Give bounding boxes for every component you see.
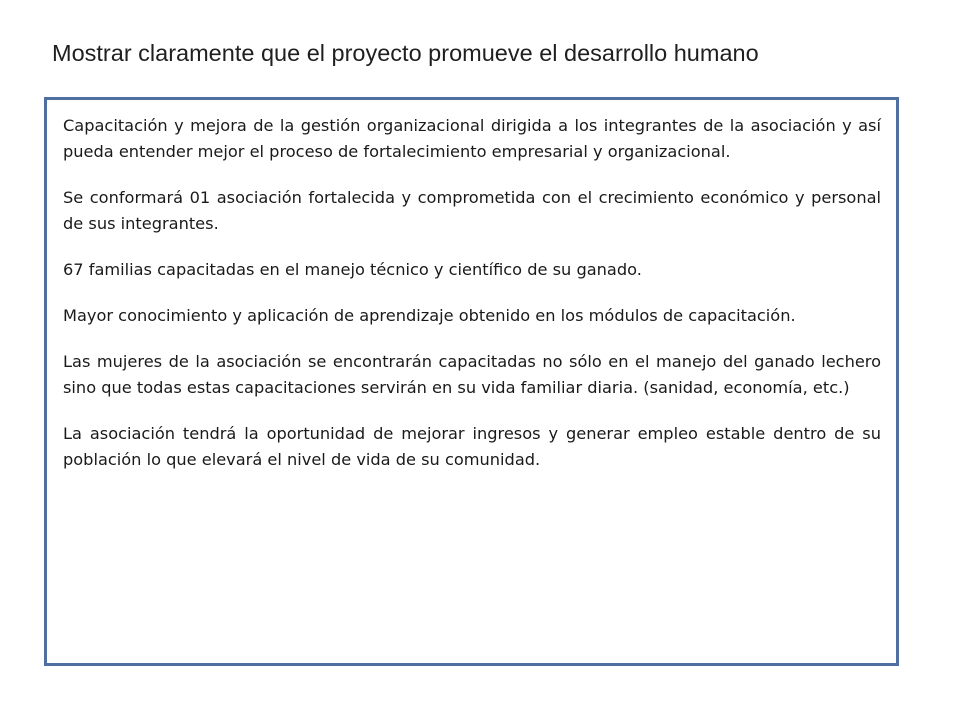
slide-title: Mostrar claramente que el proyecto promueve el desarrollo humano: [52, 40, 759, 66]
paragraph-conocimiento: Mayor conocimiento y aplicación de aprendizaje obtenido en los módulos de capacitación.: [63, 306, 796, 325]
paragraph-mujeres: Las mujeres de la asociación se encontrarán capacitadas no sólo en el manejo del ganado lechero sino que todas estas capacitaciones servirán en su vida familiar diaria. (sanidad, economía, etc.): [63, 352, 881, 397]
paragraph-familias: 67 familias capacitadas en el manejo técnico y científico de su ganado.: [63, 260, 642, 279]
content-box: [44, 97, 899, 666]
paragraph-asociacion-fortalecida: Se conformará 01 asociación fortalecida y comprometida con el crecimiento económico y personal de sus integrantes.: [63, 188, 881, 233]
paragraph-ingresos: La asociación tendrá la oportunidad de mejorar ingresos y generar empleo estable dentro de su población lo que elevará el nivel de vida de su comunidad.: [63, 424, 881, 469]
content-text: [63, 113, 881, 493]
paragraph-capacitacion: Capacitación y mejora de la gestión organizacional dirigida a los integrantes de la asociación y así pueda entender mejor el proceso de fortalecimiento empresarial y organizacional.: [63, 116, 881, 161]
